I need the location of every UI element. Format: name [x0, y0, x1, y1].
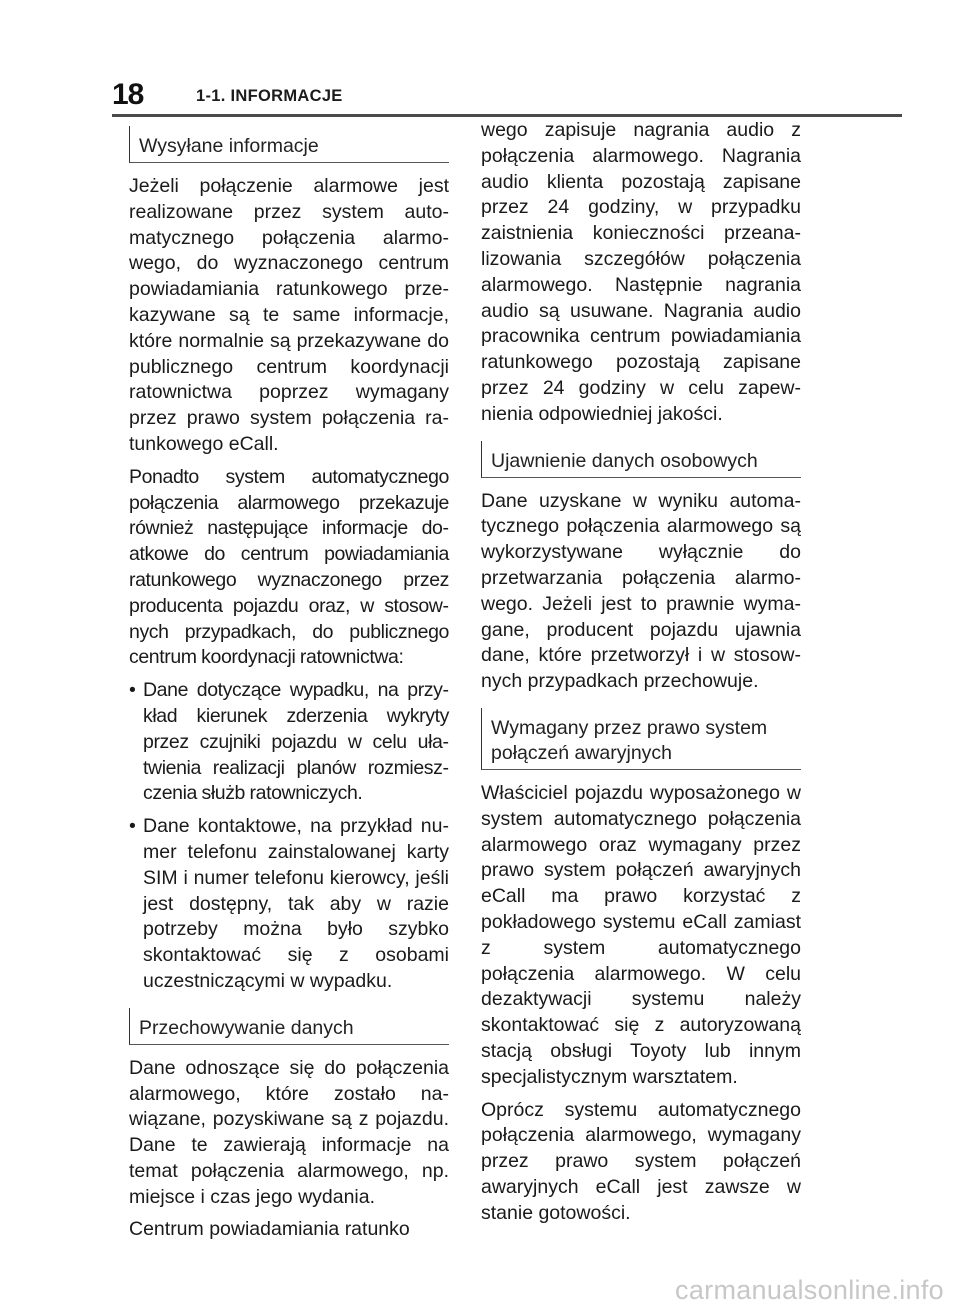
paragraph-audio-recordings: wego zapisuje nagrania audio z połączenia alarmowego. Nagrania audio klienta pozostają zapisane przez 24 godziny, w przypadku zaistnienia konieczności przeanalizowania szczegółów połączenia alarmowego. Następnie nagrania audio są usuwane. Nagrania audio pracownika centrum powiadamiania ratunkowego pozostają zapisane przez 24 godziny w celu zapewnienia odpowiedniej jakości. — [481, 119, 801, 425]
heading-sent-information: Wysyłane informacje — [129, 126, 449, 163]
bullet-contact-data: • Dane kontaktowe, na przykład numer telefonu zainstalowanej karty SIM i numer telefonu kierowcy, jeśli jest dostępny, tak aby w razie potrzeby można było szybko skontaktować się z osobami uczestniczącymi w wypadku. — [129, 814, 449, 995]
bullet-accident-data: • Dane dotyczące wypadku, na przykład kierunek zderzenia wykryty przez czujniki pojazdu w celu ułatwienia realizacji planów rozmieszczenia służb ratowniczych. — [129, 678, 449, 807]
paragraph-personal-data: Dane uzyskane w wyniku automatycznego połączenia alarmowego są wykorzystywane wyłącznie do przetwarzania połączenia alarmowego. Jeżeli jest to prawnie wymagane, producent pojazdu ujawnia dane, które przetworzył i w stosownych przypadkach przechowuje. — [481, 489, 801, 693]
page-header — [112, 78, 902, 118]
paragraph-rescue-center: Centrum powiadamiania ratunko — [129, 1218, 410, 1241]
paragraph-additional-info: Ponadto system automatycznego połączenia alarmowego przekazuje również następujące informacje doatkowe do centrum powiadamiania ratunkowego wyznaczonego przez producenta pojazdu oraz, w stosownych przypadkach, do publicznego centrum koordynacji ratownictwa: — [129, 465, 449, 669]
header-rule — [112, 114, 902, 117]
heading-data-storage: Przechowywanie danych — [129, 1008, 449, 1045]
paragraph-ecall-ready: Oprócz systemu automatycznego połączenia alarmowego, wymagany przez prawo system połączeń awaryjnych eCall jest zawsze w stanie gotowości. — [481, 1098, 801, 1224]
paragraph-emergency-call-info: Jeżeli połączenie alarmowe jest realizowane przez system automatycznego połączenia alarmowego, do wyznaczonego centrum powiadamiania ratunkowego przekazywane są te same informacje, które normalnie są przekazywane do publicznego centrum koordynacji ratownictwa poprzez wymagany przez prawo system połączenia ratunkowego eCall. — [129, 175, 449, 455]
page-number: 18 — [112, 78, 144, 111]
paragraph-data-storage: Dane odnoszące się do połączenia alarmowego, które zostało nawiązane, pozyskiwane są z pojazdu. Dane te zawierają informacje na temat połączenia alarmowego, np. miejsce i czas jego wydania. — [129, 1056, 449, 1208]
paragraph-owner-rights: Właściciel pojazdu wyposażonego w system automatycznego połączenia alarmowego oraz wymagany przez prawo system połączeń awaryjnych eCall ma prawo korzystać z pokładowego systemu eCall zamiast z system automatycznego połączenia alarmowego. W celu dezaktywacji systemu należy skontaktować się z autoryzowaną stacją obsługi Toyoty lub innym specjalistycznym warsztatem. — [481, 781, 801, 1088]
bullet-list — [129, 678, 449, 995]
right-column — [481, 118, 801, 1233]
left-column — [129, 118, 449, 1250]
heading-personal-data-disclosure: Ujawnienie danych osobowych — [481, 441, 801, 478]
section-title: 1-1. INFORMACJE — [196, 87, 343, 105]
watermark: carmanualsonline.info — [675, 1275, 944, 1305]
heading-ecall-system: Wymagany przez prawo system połączeń awaryjnych — [481, 708, 801, 770]
